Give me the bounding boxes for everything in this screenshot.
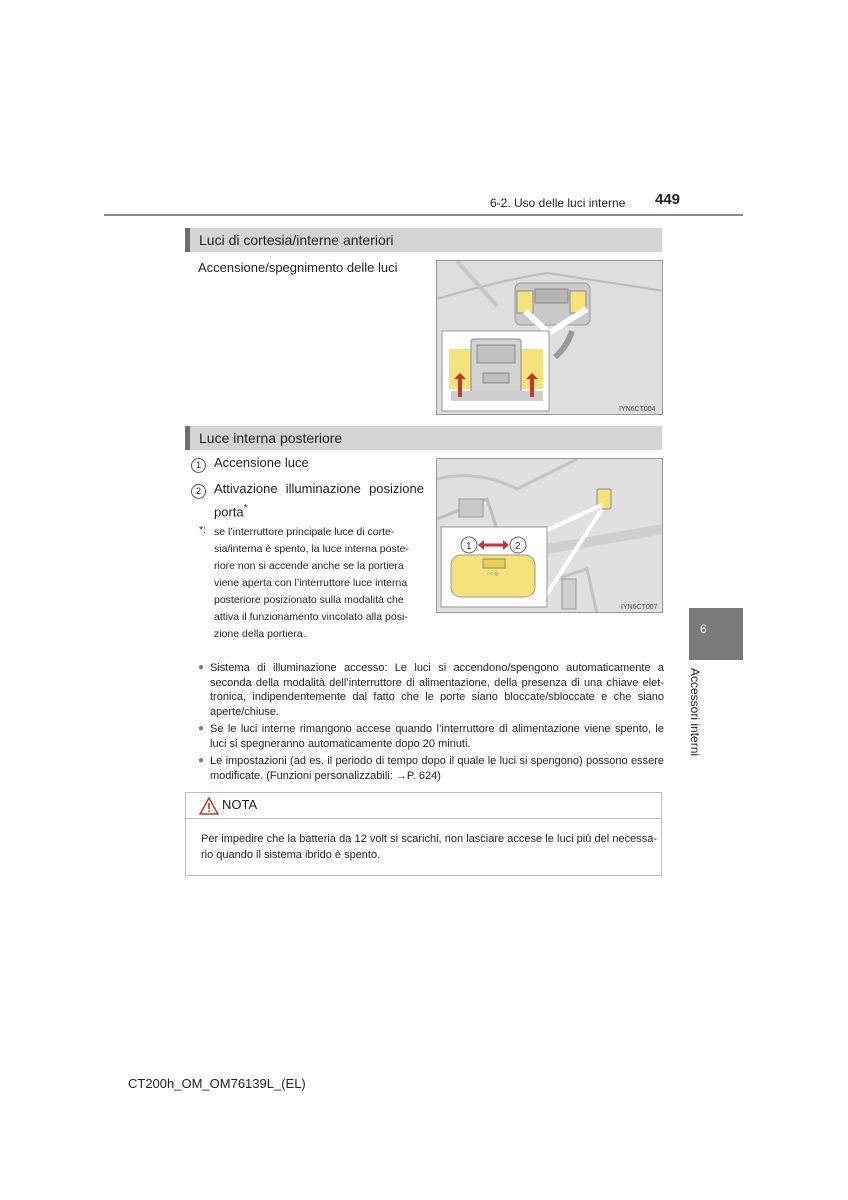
bullet-dot: ● — [198, 723, 205, 734]
front-lights-figure — [436, 260, 663, 415]
header-divider — [104, 214, 743, 216]
bullet-line: tronica, indipendentemente dal fatto che le porte siano bloccate/sbloccate e che siano — [210, 691, 664, 703]
footer-document-code: CT200h_OM_OM76139L_(EL) — [128, 1076, 306, 1091]
bullet-text — [198, 754, 664, 783]
bullet-line: seconda della modalità dell’interruttore di alimentazione, della presenza di una chiave elet- — [210, 676, 664, 689]
number-badge: 2 — [191, 484, 206, 499]
section-intro: Accensione/spegnimento delle luci — [198, 260, 398, 275]
bullet-line: Le impostazioni (ad es. il periodo di tempo dopo il quale le luci si spengono) possono essere — [210, 755, 664, 767]
chapter-tab — [689, 608, 743, 660]
chapter-title: Accessori interni — [688, 668, 702, 757]
bullet-dot: ● — [198, 662, 205, 673]
list-item-label: Attivazione illuminazione posizione — [214, 481, 424, 496]
list-item — [191, 455, 206, 473]
bullet-text — [198, 661, 664, 719]
list-item — [191, 481, 206, 499]
running-header: 6-2. Uso delle luci interne — [490, 196, 626, 210]
warning-icon — [199, 797, 219, 820]
footnote-line: attiva il funzionamento vincolato alla posi- — [214, 611, 408, 623]
section-header-rear-light — [185, 426, 662, 450]
footnote-mark: *: — [199, 524, 207, 536]
bullet-line: Sistema di illuminazione accesso: Le luci si accendono/spengono automaticamente a — [210, 662, 664, 674]
figure-label-1: 1 — [466, 541, 472, 552]
bullet-line: modificate. (Funzioni personalizzabili: →P. 624) — [210, 769, 441, 782]
nota-line: rio quando il sistema ibrido è spento. — [201, 849, 381, 861]
svg-text:○○ ◎: ○○ ◎ — [487, 571, 499, 577]
section-header-front-lights — [185, 228, 662, 252]
footnote-line: zione della portiera. — [214, 628, 306, 640]
figure-code: IYN6CT004 — [619, 406, 656, 413]
nota-title: NOTA — [222, 797, 258, 812]
bullet-line: aperte/chiuse. — [210, 705, 280, 718]
footnote-line: posteriore posizionato sulla modalità che — [214, 594, 404, 606]
chapter-number: 6 — [700, 622, 707, 636]
footnote-line: riore non si accende anche se la portiera — [214, 560, 404, 572]
bullet-line: Se le luci interne rimangono accese quando l’interruttore di alimentazione viene spento, le — [210, 723, 664, 735]
front-lights-illustration — [437, 261, 663, 415]
page-number: 449 — [655, 191, 681, 208]
bullet-item — [198, 661, 664, 719]
section-title: Luce interna posteriore — [199, 430, 343, 446]
nota-line: Per impedire che la batteria da 12 volt si scarichi, non lasciare accese le luci più del necessa- — [201, 833, 657, 845]
bullet-item — [198, 754, 664, 783]
list-item-label: porta — [214, 504, 244, 520]
rear-light-illustration — [437, 459, 663, 613]
bullet-line: luci si spegneranno automaticamente dopo 20 minuti. — [210, 737, 471, 750]
footnote-line: sia/interna è spento, la luce interna poste- — [214, 543, 409, 555]
list-item-label: Accensione luce — [214, 455, 309, 470]
figure-code: IYN6CT007 — [621, 604, 658, 611]
section-title: Luci di cortesia/interne anteriori — [199, 232, 394, 248]
bullet-item — [198, 722, 664, 751]
number-badge: 1 — [191, 458, 206, 473]
nota-text — [201, 831, 657, 863]
rear-light-figure — [436, 458, 663, 613]
footnote-text — [214, 524, 424, 643]
footnote-line: viene aperta con l’interruttore luce interna — [214, 577, 408, 589]
footnote-mark: * — [243, 503, 248, 514]
footnote-line: se l’interruttore principale luce di corte- — [214, 526, 395, 538]
figure-label-2: 2 — [515, 541, 521, 552]
list-item-label-cont — [214, 498, 248, 523]
bullet-text — [198, 722, 664, 751]
bullet-dot: ● — [198, 755, 205, 766]
